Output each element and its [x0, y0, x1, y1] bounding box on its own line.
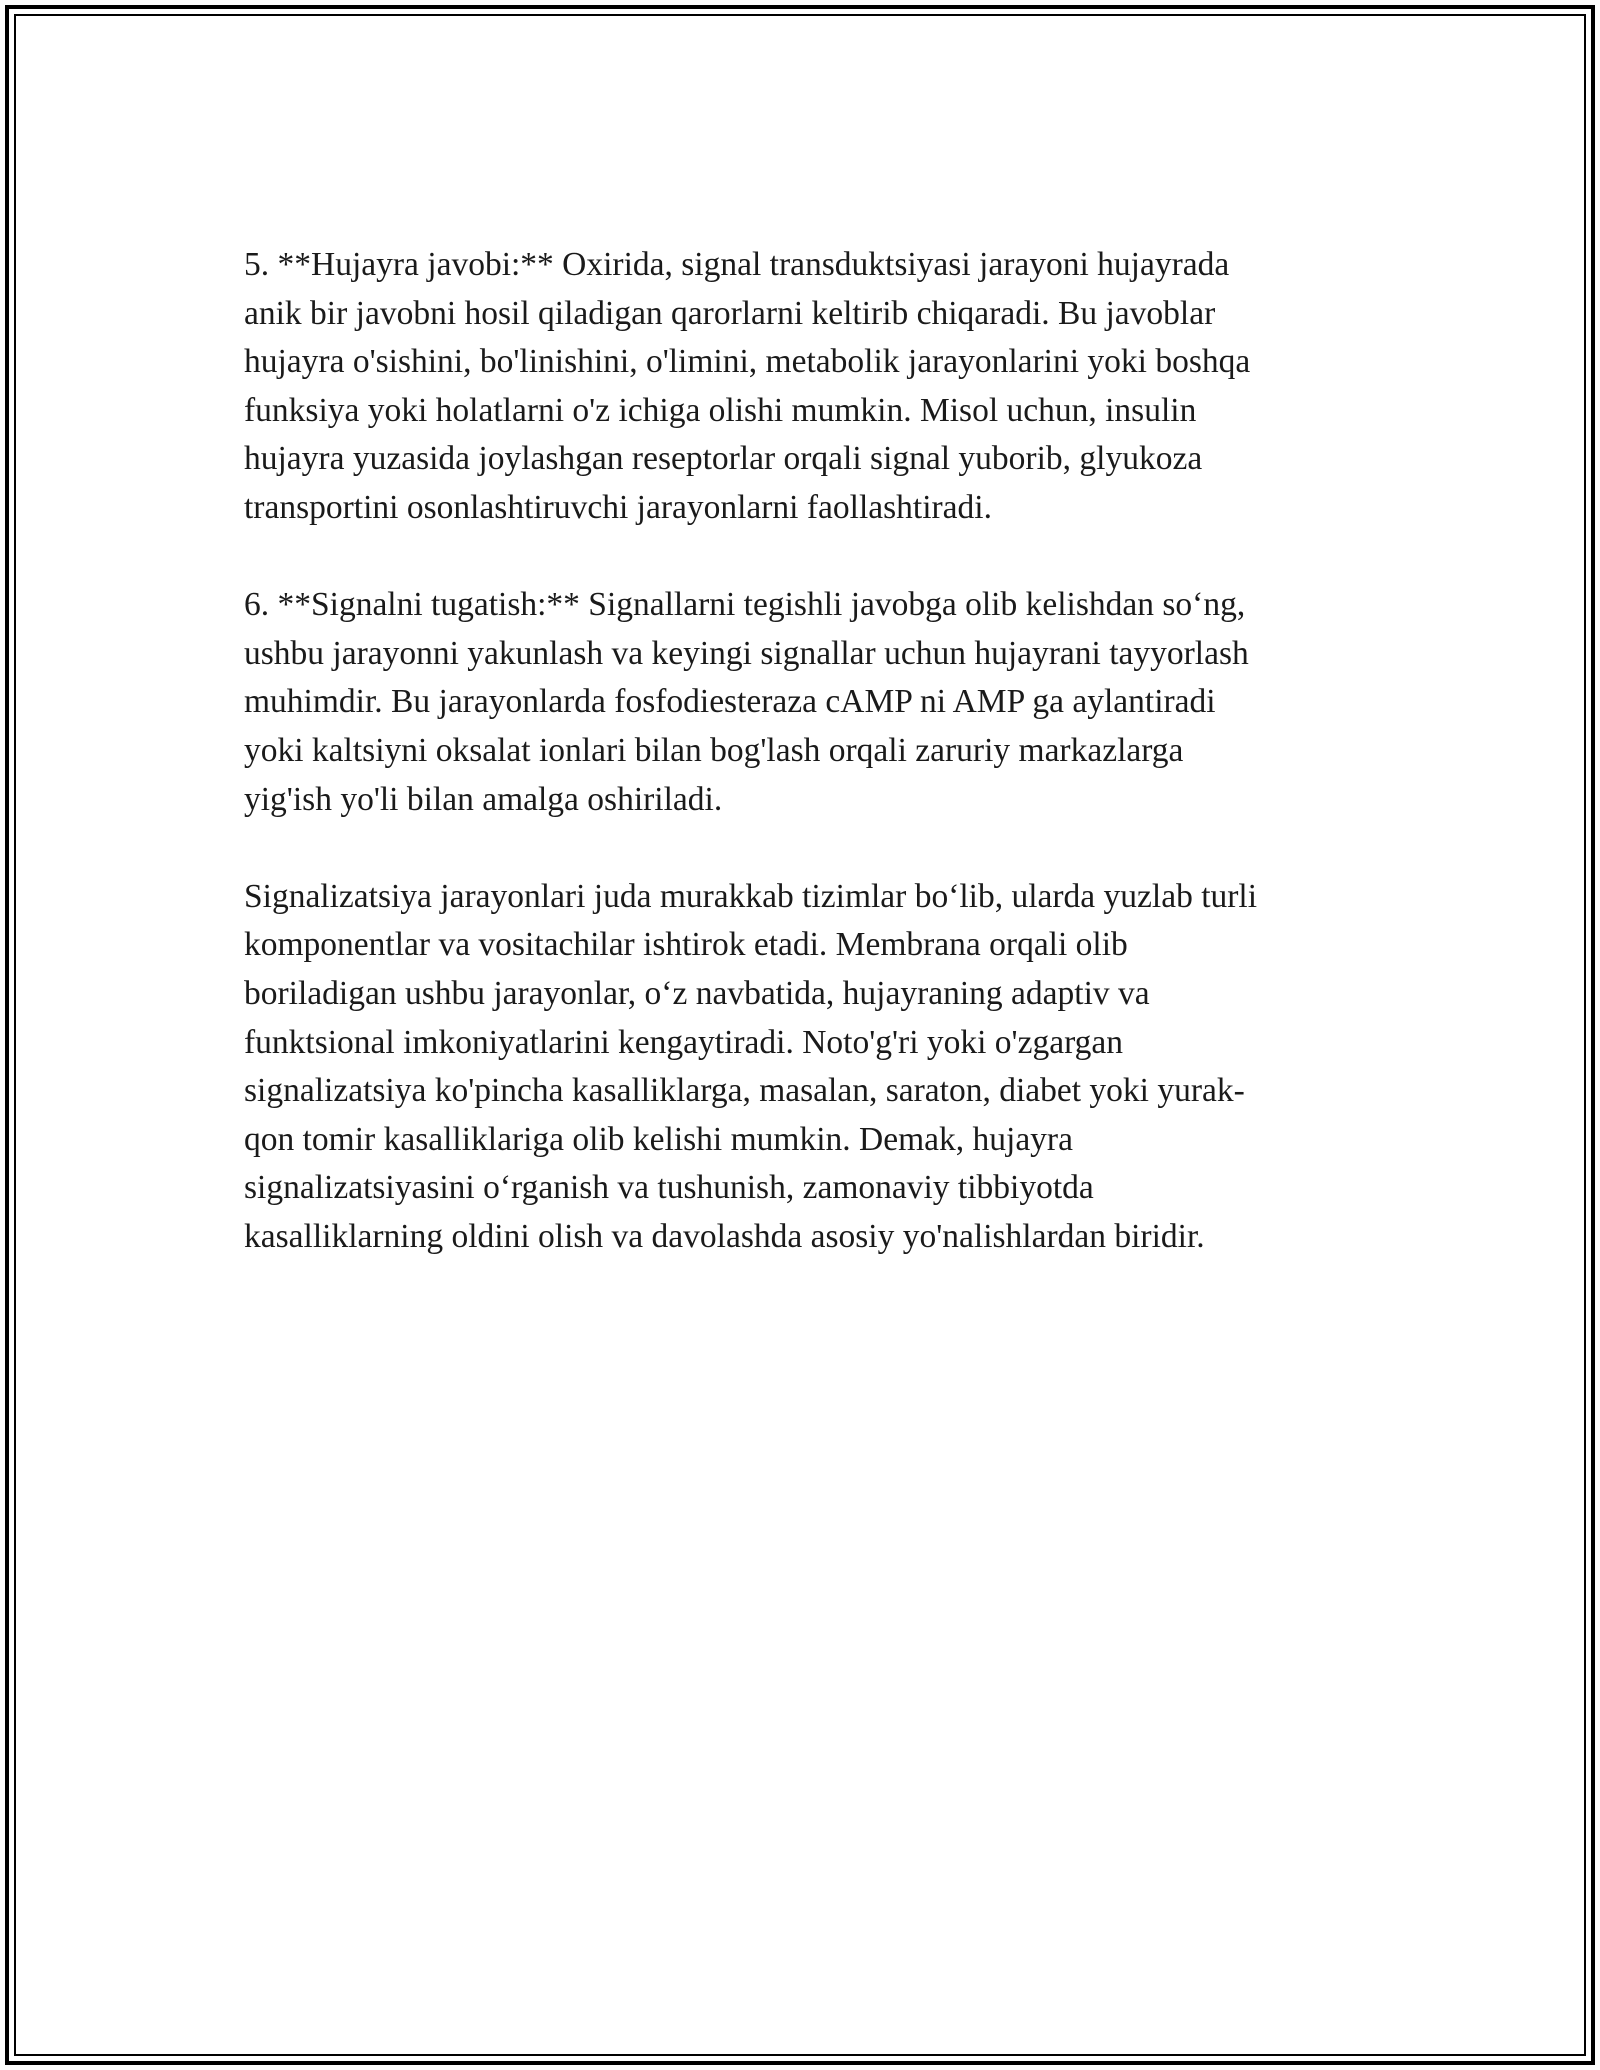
text-line: yoki kaltsiyni oksalat ionlari bilan bog'lash orqali zaruriy markazlarga: [244, 731, 1184, 769]
text-line: ushbu jarayonni yakunlash va keyingi signallar uchun hujayrani tayyorlash: [244, 634, 1249, 672]
text-line: signalizatsiya ko'pincha kasalliklarga, masalan, saraton, diabet yoki yurak-: [244, 1072, 1245, 1110]
paragraph-cell-response: [244, 241, 1374, 533]
text-line: signalizatsiyasini o‘rganish va tushunish, zamonaviy tibbiyotda: [244, 1169, 1094, 1207]
paragraph-conclusion: [244, 873, 1374, 1262]
text-line: kasalliklarning oldini olish va davolashda asosiy yo'nalishlardan biridir.: [244, 1217, 1205, 1255]
text-line: Signalizatsiya jarayonlari juda murakkab tizimlar bo‘lib, ularda yuzlab turli: [244, 877, 1258, 915]
text-line: 6. **Signalni tugatish:** Signallarni tegishli javobga olib kelishdan so‘ng,: [244, 586, 1246, 624]
document-body: [244, 241, 1374, 1310]
page-border: [5, 5, 1595, 2065]
text-line: transportini osonlashtiruvchi jarayonlarni faollashtiradi.: [244, 488, 992, 526]
paragraph-signal-termination: [244, 581, 1374, 824]
text-line: anik bir javobni hosil qiladigan qarorlarni keltirib chiqaradi. Bu javoblar: [244, 294, 1216, 332]
text-line: qon tomir kasalliklariga olib kelishi mumkin. Demak, hujayra: [244, 1120, 1073, 1158]
text-line: 5. **Hujayra javobi:** Oxirida, signal transduktsiyasi jarayoni hujayrada: [244, 246, 1230, 283]
text-line: yig'ish yo'li bilan amalga oshiriladi.: [244, 780, 723, 818]
text-line: boriladigan ushbu jarayonlar, o‘z navbatida, hujayraning adaptiv va: [244, 974, 1150, 1012]
text-line: funksiya yoki holatlarni o'z ichiga olishi mumkin. Misol uchun, insulin: [244, 391, 1197, 429]
text-line: komponentlar va vositachilar ishtirok etadi. Membrana orqali olib: [244, 926, 1128, 964]
text-line: hujayra o'sishini, bo'linishini, o'limini, metabolik jarayonlarini yoki boshqa: [244, 343, 1251, 381]
text-line: muhimdir. Bu jarayonlarda fosfodiesteraza cAMP ni AMP ga aylantiradi: [244, 683, 1216, 721]
text-line: hujayra yuzasida joylashgan reseptorlar orqali signal yuborib, glyukoza: [244, 440, 1203, 478]
text-line: funktsional imkoniyatlarini kengaytiradi. Noto'g'ri yoki o'zgargan: [244, 1023, 1123, 1061]
